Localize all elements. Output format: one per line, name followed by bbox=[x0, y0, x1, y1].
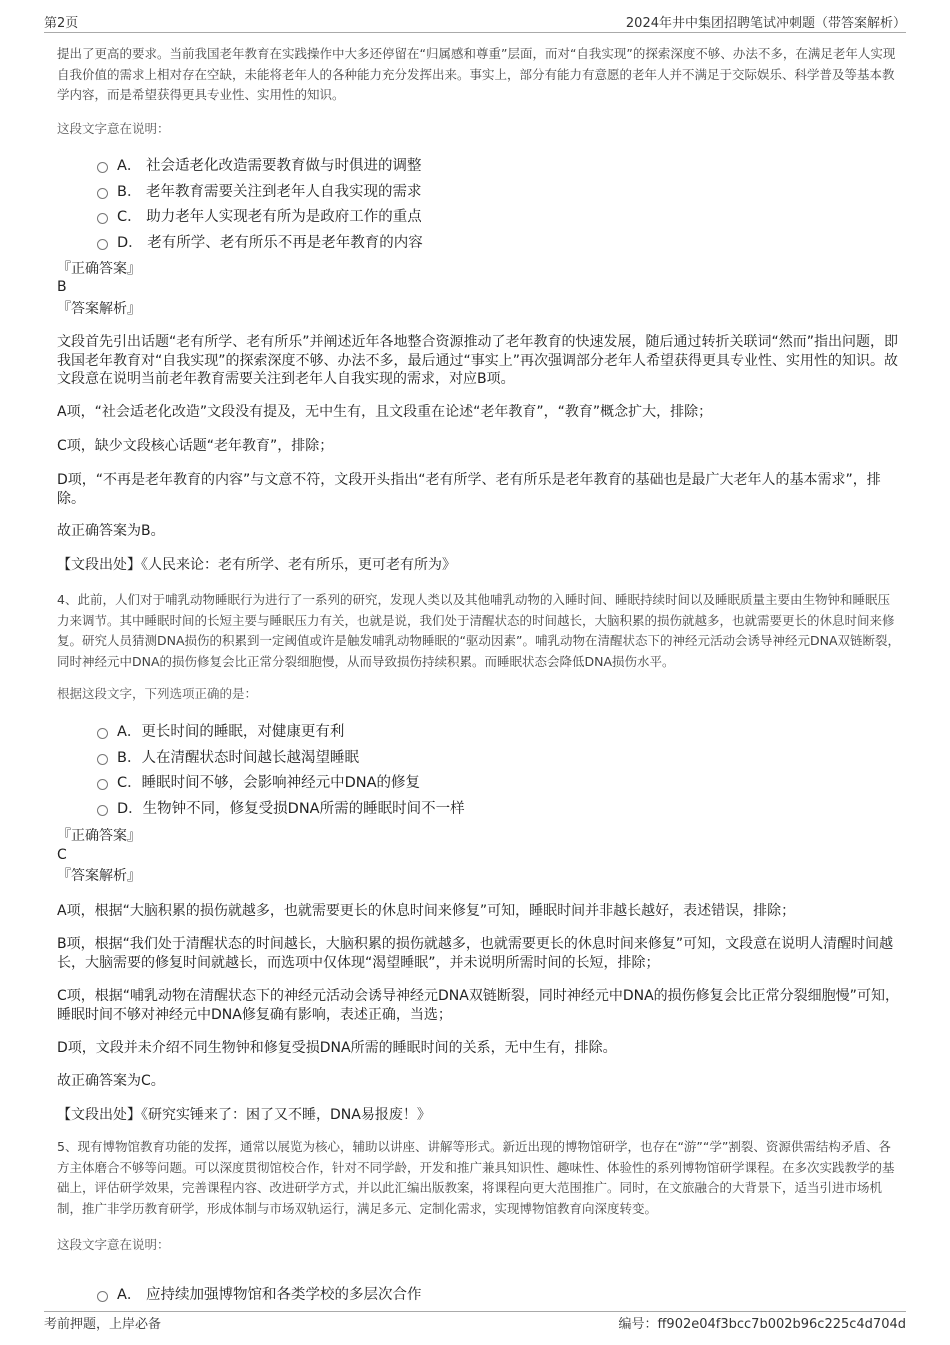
option-label: A． 社会适老化改造需要教育做与时俱进的调整 bbox=[117, 158, 422, 174]
option-label: A．更长时间的睡眠，对健康更有利 bbox=[117, 724, 345, 740]
radio-icon[interactable] bbox=[97, 728, 108, 739]
q3-conclusion: 故正确答案为B。 bbox=[57, 523, 165, 539]
option-label: B． 老年教育需要关注到老年人自我实现的需求 bbox=[117, 184, 422, 200]
radio-icon[interactable] bbox=[97, 779, 108, 790]
radio-icon[interactable] bbox=[97, 188, 108, 199]
q4-analysis-d: D项，文段并未介绍不同生物钟和修复受损DNA所需的睡眠时间的关系，无中生有，排除。 bbox=[57, 1040, 617, 1056]
q3-stem: 提出了更高的要求。当前我国老年教育在实践操作中大多还停留在“归属感和尊重”层面，而对“自我实现”的探索深度不够、办法不多，在满足老年人实现自我价值的需求上相对存在空缺，未能将老年人的各种能力充分发挥出来。事实上，部分有能力有意愿的老年人并不满足于交际娱乐、科学普及等基本教学内容，而是希望获得更具专业性、实用性的知识。 bbox=[57, 46, 896, 102]
q4-answer: C bbox=[57, 847, 67, 863]
footer-divider bbox=[44, 1311, 906, 1312]
footer-slogan: 考前押题，上岸必备 bbox=[44, 1317, 162, 1332]
option-label: A． 应持续加强博物馆和各类学校的多层次合作 bbox=[117, 1287, 422, 1303]
option-label: D．生物钟不同，修复受损DNA所需的睡眠时间不一样 bbox=[117, 801, 465, 817]
q4-answer-label: 『正确答案』 bbox=[57, 828, 141, 844]
q3-ask: 这段文字意在说明： bbox=[57, 121, 170, 136]
q4-option-c[interactable] bbox=[97, 771, 420, 792]
q4-analysis-b: B项，根据“我们处于清醒状态的时间越长，大脑积累的损伤就越多，也就需要更长的休息时间来修复”可知，文段意在说明人清醒时间越长，大脑需要的修复时间就越长，而选项中仅体现“渴望睡眠”，并未说明所需时间的长短，排除； bbox=[57, 936, 894, 971]
radio-icon[interactable] bbox=[97, 805, 108, 816]
option-label: B．人在清醒状态时间越长越渴望睡眠 bbox=[117, 750, 359, 766]
q3-option-b[interactable] bbox=[97, 180, 422, 201]
q5-option-a[interactable] bbox=[97, 1283, 422, 1304]
header-divider bbox=[44, 32, 906, 33]
radio-icon[interactable] bbox=[97, 239, 108, 250]
q4-stem: 4、此前，人们对于哺乳动物睡眠行为进行了一系列的研究，发现人类以及其他哺乳动物的入睡时间、睡眠持续时间以及睡眠质量主要由生物钟和睡眠压力来调节。其中睡眠时间的长短主要与睡眠压力有关，也就是说，我们处于清醒状态的时间越长，大脑积累的损伤就越多，也就需要更长的休息时间来修复。研究人员猜测DNA损伤的积累到一定阈值或许是触发哺乳动物睡眠的“驱动因素”。哺乳动物在清醒状态下的神经元活动会诱导神经元DNA双链断裂，同时神经元中DNA的损伤修复会比正常分裂细胞慢，从而导致损伤持续积累。而睡眠状态会降低DNA损伤水平。 bbox=[57, 592, 901, 669]
q4-analysis-label: 『答案解析』 bbox=[57, 868, 141, 884]
q3-analysis-c: C项，缺少文段核心话题“老年教育”，排除； bbox=[57, 438, 334, 454]
footer-id: 编号：ff902e04f3bcc7b002b96c225c4d704d bbox=[618, 1317, 906, 1332]
page-number: 第2页 bbox=[44, 16, 79, 31]
q4-source: 【文段出处】《研究实锤来了：困了又不睡，DNA易报废！》 bbox=[57, 1107, 431, 1123]
q3-analysis-d: D项，“不再是老年教育的内容”与文意不符，文段开头指出“老有所学、老有所乐是老年教育的基础也是最广大老年人的基本需求”，排除。 bbox=[57, 472, 881, 507]
q3-option-a[interactable] bbox=[97, 154, 422, 175]
q3-source: 【文段出处】《人民来论：老有所学、老有所乐，更可老有所为》 bbox=[57, 557, 456, 573]
q4-option-d[interactable] bbox=[97, 797, 465, 818]
q5-stem: 5、现有博物馆教育功能的发挥，通常以展览为核心，辅助以讲座、讲解等形式。新近出现的博物馆研学，也存在“游”“学”割裂、资源供需结构矛盾、各方主体磨合不够等问题。可以深度贯彻馆校合作，针对不同学龄，开发和推广兼具知识性、趣味性、体验性的系列博物馆研学课程。在多次实践教学的基础上，评估研学效果，完善课程内容、改进研学方式，并以此汇编出版教案，将课程向更大范围推广。同时，在文旅融合的大背景下，适当引进市场机制，推广非学历教育研学，形成体制与市场双轨运行，满足多元、定制化需求，实现博物馆教育向深度转变。 bbox=[57, 1139, 895, 1216]
document-title: 2024年井中集团招聘笔试冲刺题（带答案解析） bbox=[625, 16, 906, 31]
q3-analysis-label: 『答案解析』 bbox=[57, 301, 141, 317]
q4-conclusion: 故正确答案为C。 bbox=[57, 1073, 165, 1089]
radio-icon[interactable] bbox=[97, 162, 108, 173]
option-label: C． 助力老年人实现老有所为是政府工作的重点 bbox=[117, 209, 422, 225]
q3-analysis-a: A项，“社会适老化改造”文段没有提及，无中生有，且文段重在论述“老年教育”，“教育”概念扩大，排除； bbox=[57, 404, 713, 420]
q3-answer: B bbox=[57, 279, 67, 295]
q5-ask: 这段文字意在说明： bbox=[57, 1237, 170, 1252]
q4-analysis-c: C项，根据“哺乳动物在清醒状态下的神经元活动会诱导神经元DNA双链断裂，同时神经元中DNA的损伤修复会比正常分裂细胞慢”可知，睡眠时间不够对神经元中DNA修复确有影响，表述正确，当选； bbox=[57, 988, 899, 1023]
q3-option-c[interactable] bbox=[97, 205, 422, 226]
q3-option-d[interactable] bbox=[97, 231, 423, 252]
radio-icon[interactable] bbox=[97, 213, 108, 224]
option-label: D． 老有所学、老有所乐不再是老年教育的内容 bbox=[117, 235, 423, 251]
q4-option-a[interactable] bbox=[97, 720, 344, 741]
radio-icon[interactable] bbox=[97, 1291, 108, 1302]
q3-answer-label: 『正确答案』 bbox=[57, 261, 141, 277]
q4-analysis-a: A项，根据“大脑积累的损伤就越多，也就需要更长的休息时间来修复”可知，睡眠时间并非越长越好，表述错误，排除； bbox=[57, 903, 796, 919]
q4-ask: 根据这段文字，下列选项正确的是： bbox=[57, 686, 258, 701]
q3-analysis-main: 文段首先引出话题“老有所学、老有所乐”并阐述近年各地整合资源推动了老年教育的快速发展，随后通过转折关联词“然而”指出问题，即我国老年教育对“自我实现”的探索深度不够、办法不多，最后通过“事实上”再次强调部分老年人希望获得更具专业性、实用性的知识。故文段意在说明当前老年教育需要关注到老年人自我实现的需求，对应B项。 bbox=[57, 334, 899, 387]
radio-icon[interactable] bbox=[97, 754, 108, 765]
q4-option-b[interactable] bbox=[97, 746, 359, 767]
option-label: C．睡眠时间不够，会影响神经元中DNA的修复 bbox=[117, 775, 421, 791]
